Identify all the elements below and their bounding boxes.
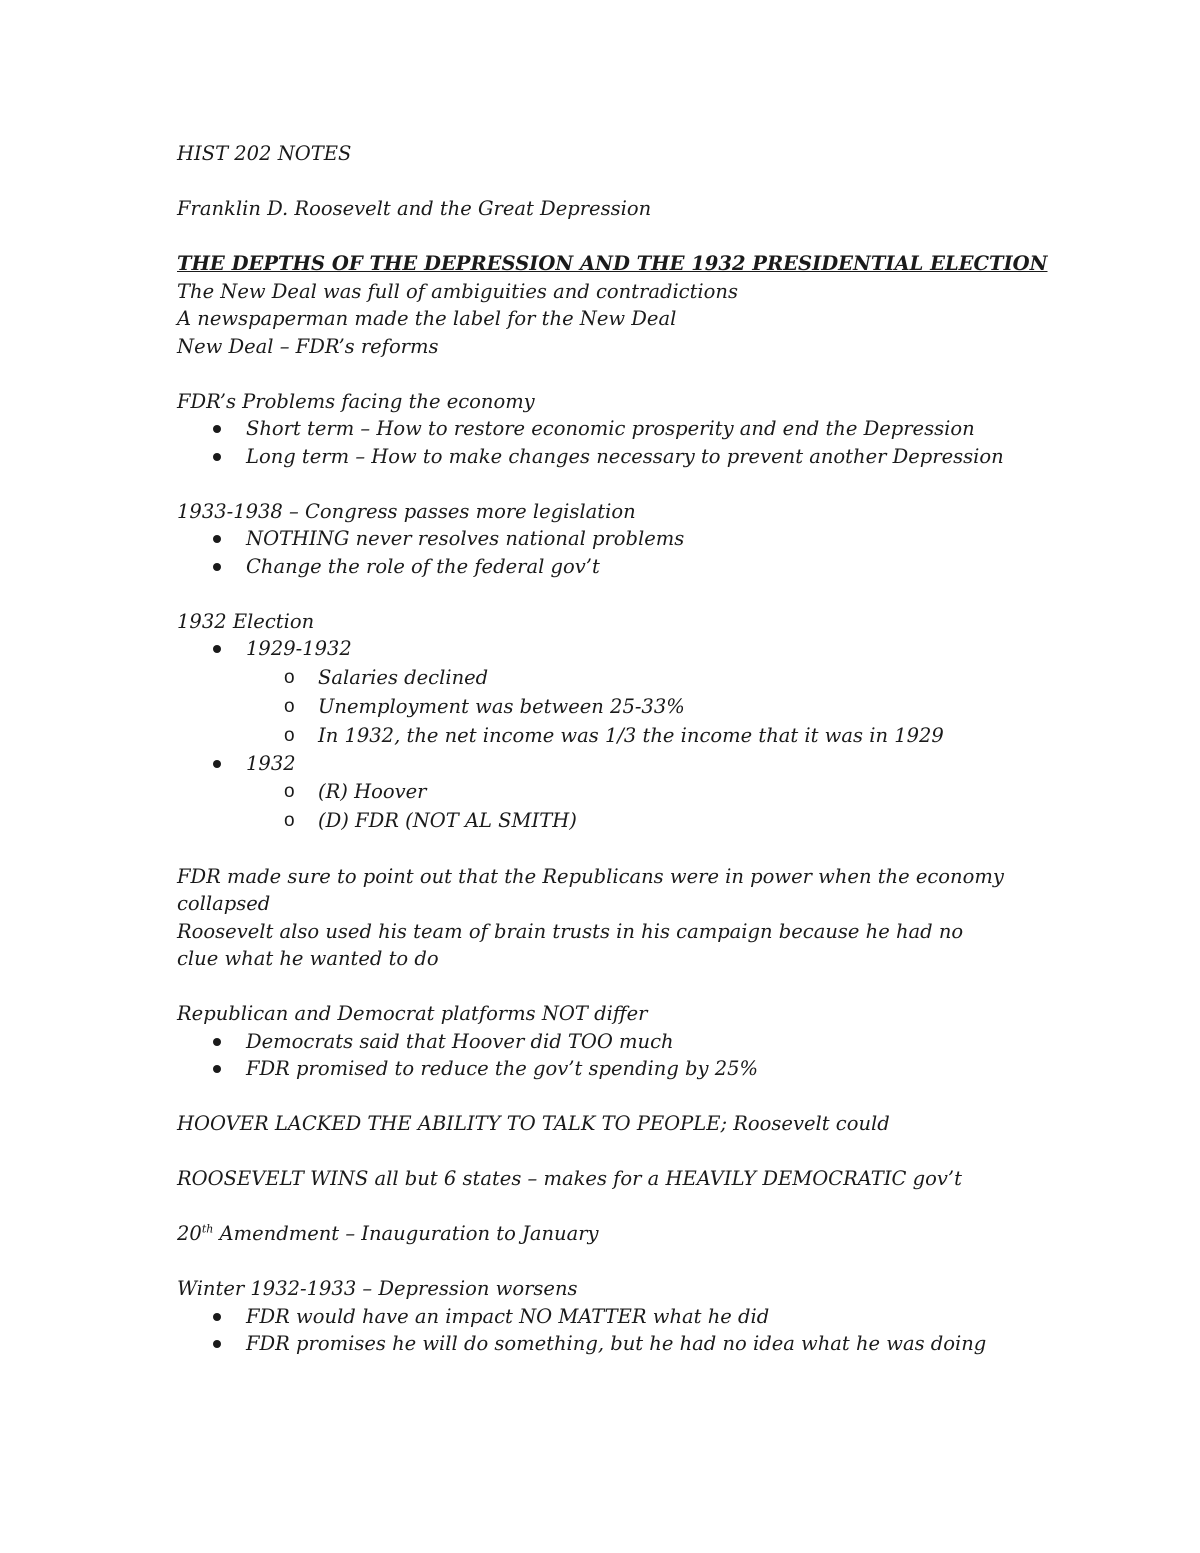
document-subtitle: Franklin D. Roosevelt and the Great Depression xyxy=(177,197,652,220)
list-item: Short term – How to restore economic prosperity and end the Depression xyxy=(177,415,1037,443)
intro-line: A newspaperman made the label for the New Deal xyxy=(177,307,677,330)
winter-list xyxy=(177,1303,1037,1358)
hollow-bullet-icon: o xyxy=(284,695,295,717)
election-list xyxy=(177,635,1037,663)
intro-line: The New Deal was full of ambiguities and contradictions xyxy=(177,279,738,303)
sub-list-item: o Unemployment was between 25-33% xyxy=(177,692,1037,721)
hollow-bullet-icon: o xyxy=(284,666,295,688)
bullet-icon xyxy=(213,760,221,768)
paragraph: FDR made sure to point out that the Republicans were in power when the economy collapsed xyxy=(177,864,1004,915)
bullet-icon xyxy=(213,645,221,653)
bullet-icon xyxy=(213,1340,221,1348)
amendment-line: 20th Amendment – Inauguration to January xyxy=(177,1222,599,1245)
intro-line: New Deal – FDR’s reforms xyxy=(177,334,439,358)
list-item: Democrats said that Hoover did TOO much xyxy=(177,1028,1037,1056)
bullet-icon xyxy=(213,453,221,461)
bullet-icon xyxy=(213,535,221,543)
list-item: FDR would have an impact NO MATTER what he did xyxy=(177,1303,1037,1331)
election-lead: 1932 Election xyxy=(177,609,315,633)
list-item: 1932 xyxy=(177,750,1037,778)
hollow-bullet-icon: o xyxy=(284,724,295,746)
sub-list-item: o Salaries declined xyxy=(177,663,1037,692)
bullet-icon xyxy=(213,1038,221,1046)
sub-list-item: o (R) Hoover xyxy=(177,777,1037,806)
platforms-lead: Republican and Democrat platforms NOT differ xyxy=(177,1002,648,1025)
bullet-icon xyxy=(213,1313,221,1321)
platforms-list xyxy=(177,1028,1037,1083)
list-item: NOTHING never resolves national problems xyxy=(177,525,1037,553)
roosevelt-line: ROOSEVELT WINS all but 6 states – makes for a HEAVILY DEMOCRATIC gov’t xyxy=(177,1167,962,1190)
winter-lead: Winter 1932-1933 – Depression worsens xyxy=(177,1277,578,1300)
congress-list xyxy=(177,525,1037,580)
bullet-icon xyxy=(213,563,221,571)
congress-lead: 1933-1938 – Congress passes more legislation xyxy=(177,499,636,523)
election-sublist xyxy=(177,663,1037,750)
hoover-line: HOOVER LACKED THE ABILITY TO TALK TO PEOPLE; Roosevelt could xyxy=(177,1112,890,1135)
document-title: HIST 202 NOTES xyxy=(177,142,352,165)
paragraph: Roosevelt also used his team of brain trusts in his campaign because he had no clue what he wanted to do xyxy=(177,919,964,970)
list-item: 1929-1932 xyxy=(177,635,1037,663)
bullet-icon xyxy=(213,425,221,433)
hollow-bullet-icon: o xyxy=(284,810,295,831)
list-item: FDR promised to reduce the gov’t spending by 25% xyxy=(177,1055,1037,1083)
list-item: Change the role of the federal gov’t xyxy=(177,553,1037,581)
section-heading: THE DEPTHS OF THE DEPRESSION AND THE 1932 PRESIDENTIAL ELECTION xyxy=(177,252,1048,275)
list-item: Long term – How to make changes necessary to prevent another Depression xyxy=(177,443,1037,471)
sub-list-item: o (D) FDR (NOT AL SMITH) xyxy=(177,806,1037,835)
election-sublist xyxy=(177,777,1037,835)
hollow-bullet-icon: o xyxy=(284,781,295,802)
problems-list xyxy=(177,415,1037,470)
list-item: FDR promises he will do something, but he had no idea what he was doing xyxy=(177,1330,1037,1358)
bullet-icon xyxy=(213,1065,221,1073)
notes-body xyxy=(177,140,1048,1358)
problems-lead: FDR’s Problems facing the economy xyxy=(177,389,535,413)
election-list xyxy=(177,750,1037,778)
sub-list-item: o In 1932, the net income was 1/3 the income that it was in 1929 xyxy=(177,721,1037,750)
